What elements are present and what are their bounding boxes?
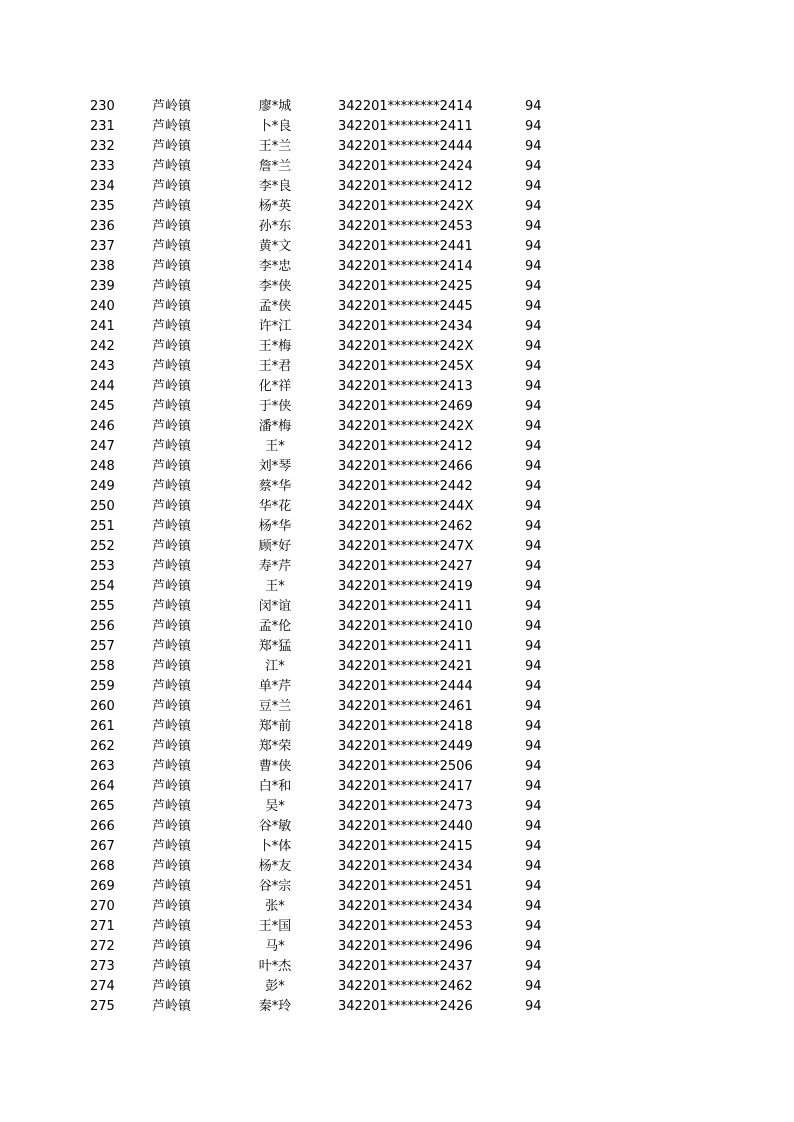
score-cell: 94 — [525, 119, 542, 134]
score-cell: 94 — [525, 579, 542, 594]
row-number: 269 — [90, 879, 115, 894]
town-cell: 芦岭镇 — [152, 99, 192, 114]
id-number-cell: 342201********2419 — [338, 579, 473, 594]
id-number-cell: 342201********2411 — [338, 119, 473, 134]
row-number: 232 — [90, 139, 115, 154]
score-cell: 94 — [525, 599, 542, 614]
town-cell: 芦岭镇 — [152, 999, 192, 1014]
row-number: 241 — [90, 319, 115, 334]
town-cell: 芦岭镇 — [152, 459, 192, 474]
town-cell: 芦岭镇 — [152, 559, 192, 574]
score-cell: 94 — [525, 839, 542, 854]
id-number-cell: 342201********2462 — [338, 979, 473, 994]
name-cell: 豆*兰 — [258, 699, 292, 714]
table-row — [0, 537, 794, 557]
id-number-cell: 342201********2410 — [338, 619, 473, 634]
town-cell: 芦岭镇 — [152, 279, 192, 294]
row-number: 270 — [90, 899, 115, 914]
table-row — [0, 117, 794, 137]
row-number: 259 — [90, 679, 115, 694]
id-number-cell: 342201********2461 — [338, 699, 473, 714]
row-number: 244 — [90, 379, 115, 394]
table-row — [0, 257, 794, 277]
town-cell: 芦岭镇 — [152, 579, 192, 594]
row-number: 264 — [90, 779, 115, 794]
score-cell: 94 — [525, 639, 542, 654]
row-number: 274 — [90, 979, 115, 994]
score-cell: 94 — [525, 719, 542, 734]
town-cell: 芦岭镇 — [152, 359, 192, 374]
name-cell: 单*芹 — [258, 679, 292, 694]
table-row — [0, 157, 794, 177]
score-cell: 94 — [525, 239, 542, 254]
row-number: 260 — [90, 699, 115, 714]
score-cell: 94 — [525, 339, 542, 354]
score-cell: 94 — [525, 899, 542, 914]
town-cell: 芦岭镇 — [152, 899, 192, 914]
score-cell: 94 — [525, 439, 542, 454]
id-number-cell: 342201********2466 — [338, 459, 473, 474]
row-number: 256 — [90, 619, 115, 634]
name-cell: 詹*兰 — [258, 159, 292, 174]
name-cell: 孟*侠 — [258, 299, 292, 314]
id-number-cell: 342201********2444 — [338, 139, 473, 154]
town-cell: 芦岭镇 — [152, 479, 192, 494]
table-row — [0, 857, 794, 877]
name-cell: 郑*荣 — [258, 739, 292, 754]
row-number: 255 — [90, 599, 115, 614]
table-row — [0, 657, 794, 677]
town-cell: 芦岭镇 — [152, 859, 192, 874]
table-row — [0, 757, 794, 777]
town-cell: 芦岭镇 — [152, 839, 192, 854]
row-number: 253 — [90, 559, 115, 574]
id-number-cell: 342201********2437 — [338, 959, 473, 974]
town-cell: 芦岭镇 — [152, 439, 192, 454]
table-row — [0, 737, 794, 757]
id-number-cell: 342201********2414 — [338, 259, 473, 274]
name-cell: 蔡*华 — [258, 479, 292, 494]
town-cell: 芦岭镇 — [152, 719, 192, 734]
id-number-cell: 342201********242X — [338, 199, 474, 214]
score-cell: 94 — [525, 479, 542, 494]
name-cell: 王*国 — [258, 919, 292, 934]
table-row — [0, 777, 794, 797]
name-cell: 王*兰 — [258, 139, 292, 154]
id-number-cell: 342201********242X — [338, 339, 474, 354]
id-number-cell: 342201********2473 — [338, 799, 473, 814]
score-cell: 94 — [525, 619, 542, 634]
name-cell: 郑*前 — [258, 719, 292, 734]
row-number: 272 — [90, 939, 115, 954]
id-number-cell: 342201********2434 — [338, 859, 473, 874]
row-number: 245 — [90, 399, 115, 414]
town-cell: 芦岭镇 — [152, 219, 192, 234]
table-row — [0, 997, 794, 1017]
table-row — [0, 817, 794, 837]
score-cell: 94 — [525, 159, 542, 174]
table-row — [0, 937, 794, 957]
town-cell: 芦岭镇 — [152, 179, 192, 194]
town-cell: 芦岭镇 — [152, 339, 192, 354]
table-row — [0, 517, 794, 537]
row-number: 240 — [90, 299, 115, 314]
name-cell: 王* — [265, 439, 285, 454]
name-cell: 白*和 — [258, 779, 292, 794]
town-cell: 芦岭镇 — [152, 299, 192, 314]
name-cell: 郑*猛 — [258, 639, 292, 654]
row-number: 246 — [90, 419, 115, 434]
score-cell: 94 — [525, 859, 542, 874]
row-number: 258 — [90, 659, 115, 674]
score-cell: 94 — [525, 979, 542, 994]
score-cell: 94 — [525, 699, 542, 714]
name-cell: 黄*文 — [258, 239, 292, 254]
table-row — [0, 197, 794, 217]
score-cell: 94 — [525, 179, 542, 194]
name-cell: 廖*城 — [258, 99, 292, 114]
score-cell: 94 — [525, 139, 542, 154]
town-cell: 芦岭镇 — [152, 539, 192, 554]
name-cell: 吴* — [265, 799, 285, 814]
score-cell: 94 — [525, 219, 542, 234]
score-cell: 94 — [525, 819, 542, 834]
row-number: 262 — [90, 739, 115, 754]
row-number: 247 — [90, 439, 115, 454]
table-row — [0, 797, 794, 817]
name-cell: 化*祥 — [258, 379, 292, 394]
table-row — [0, 297, 794, 317]
score-cell: 94 — [525, 499, 542, 514]
name-cell: 叶*杰 — [258, 959, 292, 974]
town-cell: 芦岭镇 — [152, 399, 192, 414]
score-cell: 94 — [525, 299, 542, 314]
town-cell: 芦岭镇 — [152, 819, 192, 834]
id-number-cell: 342201********2496 — [338, 939, 473, 954]
row-number: 271 — [90, 919, 115, 934]
name-cell: 王*梅 — [258, 339, 292, 354]
name-cell: 寿*芹 — [258, 559, 292, 574]
row-number: 252 — [90, 539, 115, 554]
table-row — [0, 917, 794, 937]
name-cell: 李*忠 — [258, 259, 292, 274]
table-row — [0, 457, 794, 477]
name-cell: 曹*侠 — [258, 759, 292, 774]
id-number-cell: 342201********2442 — [338, 479, 473, 494]
row-number: 261 — [90, 719, 115, 734]
table-row — [0, 177, 794, 197]
table-row — [0, 697, 794, 717]
town-cell: 芦岭镇 — [152, 519, 192, 534]
score-cell: 94 — [525, 359, 542, 374]
score-cell: 94 — [525, 379, 542, 394]
town-cell: 芦岭镇 — [152, 419, 192, 434]
id-number-cell: 342201********2417 — [338, 779, 473, 794]
table-row — [0, 977, 794, 997]
id-number-cell: 342201********2453 — [338, 919, 473, 934]
town-cell: 芦岭镇 — [152, 919, 192, 934]
row-number: 239 — [90, 279, 115, 294]
name-cell: 潘*梅 — [258, 419, 292, 434]
score-cell: 94 — [525, 879, 542, 894]
score-cell: 94 — [525, 679, 542, 694]
row-number: 248 — [90, 459, 115, 474]
name-cell: 谷*敏 — [258, 819, 292, 834]
row-number: 267 — [90, 839, 115, 854]
town-cell: 芦岭镇 — [152, 619, 192, 634]
row-number: 275 — [90, 999, 115, 1014]
table-row — [0, 837, 794, 857]
row-number: 242 — [90, 339, 115, 354]
score-cell: 94 — [525, 99, 542, 114]
town-cell: 芦岭镇 — [152, 699, 192, 714]
table-row — [0, 357, 794, 377]
score-cell: 94 — [525, 319, 542, 334]
id-number-cell: 342201********244X — [338, 499, 474, 514]
row-number: 251 — [90, 519, 115, 534]
name-cell: 张* — [265, 899, 285, 914]
score-cell: 94 — [525, 999, 542, 1014]
town-cell: 芦岭镇 — [152, 599, 192, 614]
row-number: 237 — [90, 239, 115, 254]
id-number-cell: 342201********2412 — [338, 439, 473, 454]
score-cell: 94 — [525, 259, 542, 274]
id-number-cell: 342201********2418 — [338, 719, 473, 734]
id-number-cell: 342201********2449 — [338, 739, 473, 754]
id-number-cell: 342201********2427 — [338, 559, 473, 574]
town-cell: 芦岭镇 — [152, 799, 192, 814]
score-cell: 94 — [525, 199, 542, 214]
name-cell: 秦*玲 — [258, 999, 292, 1014]
town-cell: 芦岭镇 — [152, 659, 192, 674]
row-number: 268 — [90, 859, 115, 874]
name-cell: 刘*琴 — [258, 459, 292, 474]
score-cell: 94 — [525, 659, 542, 674]
name-cell: 彭* — [265, 979, 285, 994]
row-number: 265 — [90, 799, 115, 814]
town-cell: 芦岭镇 — [152, 739, 192, 754]
id-number-cell: 342201********2421 — [338, 659, 473, 674]
name-cell: 华*花 — [258, 499, 292, 514]
town-cell: 芦岭镇 — [152, 239, 192, 254]
town-cell: 芦岭镇 — [152, 499, 192, 514]
table-row — [0, 577, 794, 597]
table-row — [0, 597, 794, 617]
id-number-cell: 342201********2444 — [338, 679, 473, 694]
name-cell: 杨*英 — [258, 199, 292, 214]
id-number-cell: 342201********2462 — [338, 519, 473, 534]
name-cell: 李*良 — [258, 179, 292, 194]
id-number-cell: 342201********2445 — [338, 299, 473, 314]
score-cell: 94 — [525, 459, 542, 474]
id-number-cell: 342201********2434 — [338, 319, 473, 334]
town-cell: 芦岭镇 — [152, 159, 192, 174]
score-cell: 94 — [525, 559, 542, 574]
score-cell: 94 — [525, 399, 542, 414]
id-number-cell: 342201********2441 — [338, 239, 473, 254]
row-number: 235 — [90, 199, 115, 214]
id-number-cell: 342201********2426 — [338, 999, 473, 1014]
table-row — [0, 397, 794, 417]
town-cell: 芦岭镇 — [152, 259, 192, 274]
name-cell: 闵*谊 — [258, 599, 292, 614]
table-row — [0, 717, 794, 737]
id-number-cell: 342201********2469 — [338, 399, 473, 414]
name-cell: 孟*伦 — [258, 619, 292, 634]
row-number: 273 — [90, 959, 115, 974]
table-row — [0, 217, 794, 237]
row-number: 234 — [90, 179, 115, 194]
id-number-cell: 342201********2506 — [338, 759, 473, 774]
table-row — [0, 97, 794, 117]
score-cell: 94 — [525, 519, 542, 534]
score-cell: 94 — [525, 939, 542, 954]
name-cell: 谷*宗 — [258, 879, 292, 894]
score-cell: 94 — [525, 919, 542, 934]
score-cell: 94 — [525, 539, 542, 554]
name-cell: 卜*体 — [258, 839, 292, 854]
row-number: 231 — [90, 119, 115, 134]
row-number: 257 — [90, 639, 115, 654]
town-cell: 芦岭镇 — [152, 379, 192, 394]
id-number-cell: 342201********2413 — [338, 379, 473, 394]
id-number-cell: 342201********242X — [338, 419, 474, 434]
id-number-cell: 342201********2412 — [338, 179, 473, 194]
town-cell: 芦岭镇 — [152, 679, 192, 694]
name-cell: 于*侠 — [258, 399, 292, 414]
town-cell: 芦岭镇 — [152, 139, 192, 154]
town-cell: 芦岭镇 — [152, 319, 192, 334]
id-number-cell: 342201********2451 — [338, 879, 473, 894]
town-cell: 芦岭镇 — [152, 119, 192, 134]
score-cell: 94 — [525, 959, 542, 974]
table-row — [0, 897, 794, 917]
town-cell: 芦岭镇 — [152, 779, 192, 794]
table-row — [0, 877, 794, 897]
table-row — [0, 317, 794, 337]
name-cell: 马* — [265, 939, 285, 954]
row-number: 263 — [90, 759, 115, 774]
name-cell: 孙*东 — [258, 219, 292, 234]
name-cell: 卜*良 — [258, 119, 292, 134]
town-cell: 芦岭镇 — [152, 759, 192, 774]
id-number-cell: 342201********2411 — [338, 639, 473, 654]
table-row — [0, 497, 794, 517]
town-cell: 芦岭镇 — [152, 939, 192, 954]
name-cell: 顾*好 — [258, 539, 292, 554]
id-number-cell: 342201********2440 — [338, 819, 473, 834]
score-cell: 94 — [525, 279, 542, 294]
table-row — [0, 637, 794, 657]
name-cell: 江* — [265, 659, 285, 674]
name-cell: 王*君 — [258, 359, 292, 374]
id-number-cell: 342201********247X — [338, 539, 474, 554]
id-number-cell: 342201********2453 — [338, 219, 473, 234]
row-number: 230 — [90, 99, 115, 114]
table-row — [0, 957, 794, 977]
name-cell: 李*侠 — [258, 279, 292, 294]
row-number: 233 — [90, 159, 115, 174]
row-number: 254 — [90, 579, 115, 594]
table-row — [0, 617, 794, 637]
town-cell: 芦岭镇 — [152, 979, 192, 994]
row-number: 249 — [90, 479, 115, 494]
score-cell: 94 — [525, 419, 542, 434]
name-cell: 王* — [265, 579, 285, 594]
row-number: 250 — [90, 499, 115, 514]
score-cell: 94 — [525, 759, 542, 774]
town-cell: 芦岭镇 — [152, 639, 192, 654]
score-cell: 94 — [525, 799, 542, 814]
id-number-cell: 342201********2414 — [338, 99, 473, 114]
table-row — [0, 377, 794, 397]
id-number-cell: 342201********2411 — [338, 599, 473, 614]
score-cell: 94 — [525, 779, 542, 794]
table-row — [0, 437, 794, 457]
id-number-cell: 342201********2424 — [338, 159, 473, 174]
name-cell: 许*江 — [258, 319, 292, 334]
id-number-cell: 342201********2425 — [338, 279, 473, 294]
table-row — [0, 477, 794, 497]
town-cell: 芦岭镇 — [152, 879, 192, 894]
name-cell: 杨*友 — [258, 859, 292, 874]
town-cell: 芦岭镇 — [152, 959, 192, 974]
table-row — [0, 557, 794, 577]
table-row — [0, 137, 794, 157]
id-number-cell: 342201********2415 — [338, 839, 473, 854]
id-number-cell: 342201********245X — [338, 359, 474, 374]
row-number: 236 — [90, 219, 115, 234]
town-cell: 芦岭镇 — [152, 199, 192, 214]
row-number: 238 — [90, 259, 115, 274]
name-cell: 杨*华 — [258, 519, 292, 534]
id-number-cell: 342201********2434 — [338, 899, 473, 914]
table-row — [0, 337, 794, 357]
table-row — [0, 237, 794, 257]
score-cell: 94 — [525, 739, 542, 754]
table-row — [0, 277, 794, 297]
row-number: 266 — [90, 819, 115, 834]
row-number: 243 — [90, 359, 115, 374]
table-row — [0, 677, 794, 697]
table-row — [0, 417, 794, 437]
